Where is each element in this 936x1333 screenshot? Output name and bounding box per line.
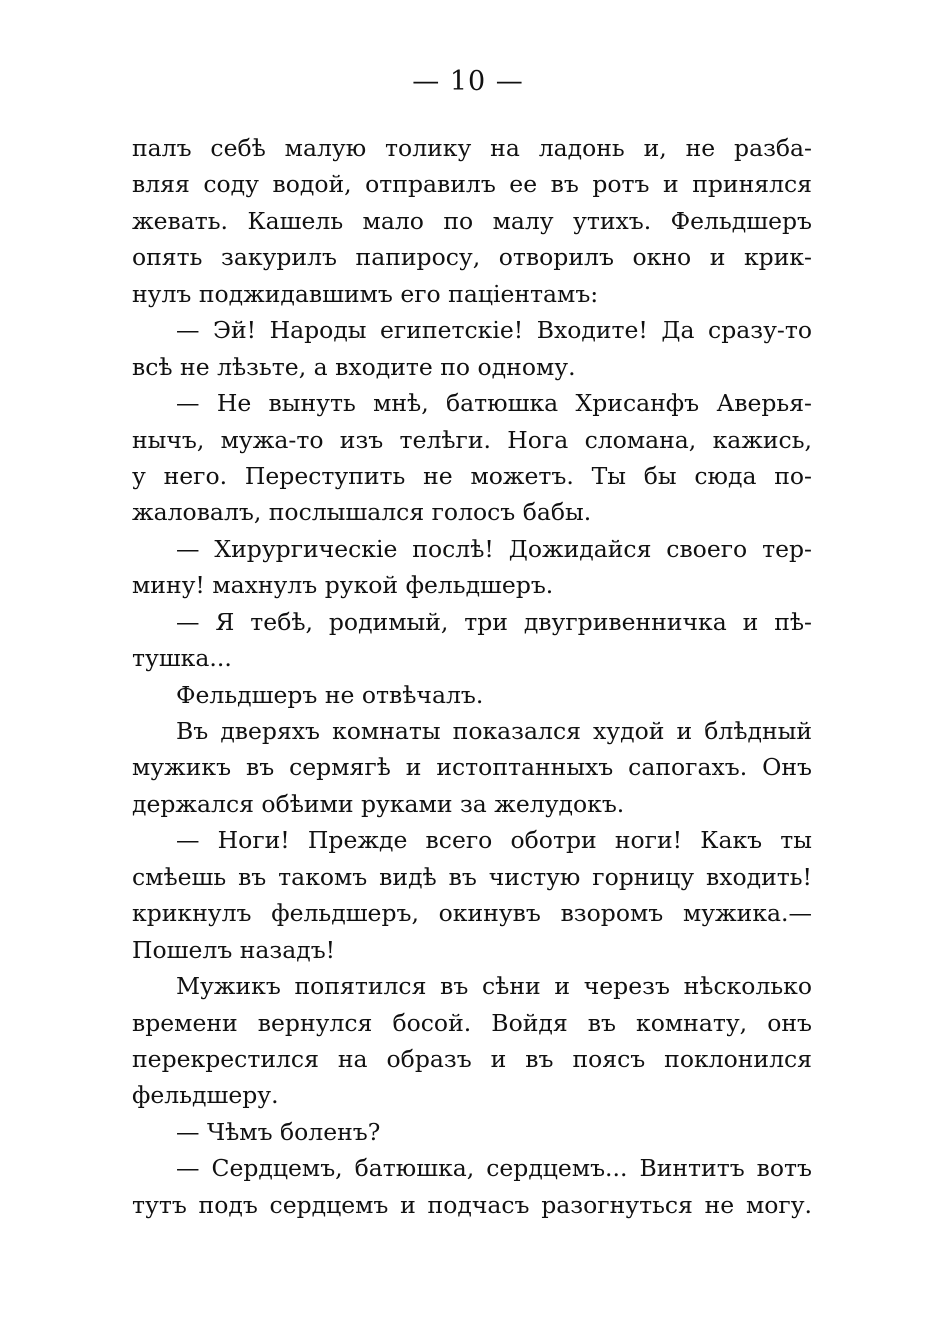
text-line: — Не вынуть мнѣ, батюшка Хрисанфъ Аверья- bbox=[176, 389, 812, 418]
text-line: — Чѣмъ боленъ? bbox=[176, 1117, 381, 1146]
text-line: вляя соду водой, отправилъ ее въ ротъ и принялся bbox=[132, 170, 812, 199]
text-line: тутъ подъ сердцемъ и подчасъ разогнуться не могу. bbox=[132, 1190, 812, 1219]
text-line: опять закурилъ папиросу, отворилъ окно и крик- bbox=[132, 243, 812, 272]
text-line: у него. Переступить не можетъ. Ты бы сюда по- bbox=[132, 461, 812, 490]
text-line: Въ дверяхъ комнаты показался худой и блѣдный bbox=[176, 717, 812, 745]
text-line: палъ себѣ малую толику на ладонь и, не разба- bbox=[132, 134, 812, 162]
text-line: тушка... bbox=[132, 644, 232, 673]
text-line: всѣ не лѣзьте, а входите по одному. bbox=[132, 352, 576, 381]
text-line: Пошелъ назадъ! bbox=[132, 935, 336, 964]
text-line: — Эй! Народы египетскіе! Входите! Да сразу-то bbox=[176, 316, 812, 345]
text-line: — Я тебѣ, родимый, три двугривенничка и пѣ- bbox=[176, 607, 812, 636]
text-line: смѣешь въ такомъ видѣ въ чистую горницу входить! bbox=[132, 862, 812, 891]
text-line: жаловалъ, послышался голосъ бабы. bbox=[132, 498, 592, 527]
text-line: — Хирургическіе послѣ! Дожидайся своего тер- bbox=[176, 534, 812, 563]
text-line: жевать. Кашель мало по малу утихъ. Фельдшеръ bbox=[132, 206, 812, 235]
text-line: Мужикъ попятился въ сѣни и черезъ нѣсколько bbox=[176, 972, 812, 1001]
text-line: нычъ, мужа-то изъ телѣги. Нога сломана, кажись, bbox=[132, 425, 812, 454]
text-line: времени вернулся босой. Войдя въ комнату, онъ bbox=[132, 1008, 812, 1037]
body-text bbox=[132, 130, 812, 1223]
text-line: Фельдшеръ не отвѣчалъ. bbox=[176, 680, 484, 709]
text-line: мину! махнулъ рукой фельдшеръ. bbox=[132, 571, 554, 600]
text-line: нулъ поджидавшимъ его паціентамъ: bbox=[132, 279, 599, 308]
text-line: — Сердцемъ, батюшка, сердцемъ... Винтитъ вотъ bbox=[176, 1154, 812, 1183]
text-line: перекрестился на образъ и въ поясъ поклонился bbox=[132, 1044, 812, 1073]
text-line: фельдшеру. bbox=[132, 1081, 279, 1110]
text-line: крикнулъ фельдшеръ, окинувъ взоромъ мужика.— bbox=[132, 899, 812, 928]
text-line: — Ноги! Прежде всего оботри ноги! Какъ ты bbox=[176, 826, 812, 855]
text-line: держался обѣими руками за желудокъ. bbox=[132, 789, 625, 818]
text-line: мужикъ въ сермягѣ и истоптанныхъ сапогахъ. Онъ bbox=[132, 753, 812, 782]
page-number: — 10 — bbox=[412, 66, 524, 97]
